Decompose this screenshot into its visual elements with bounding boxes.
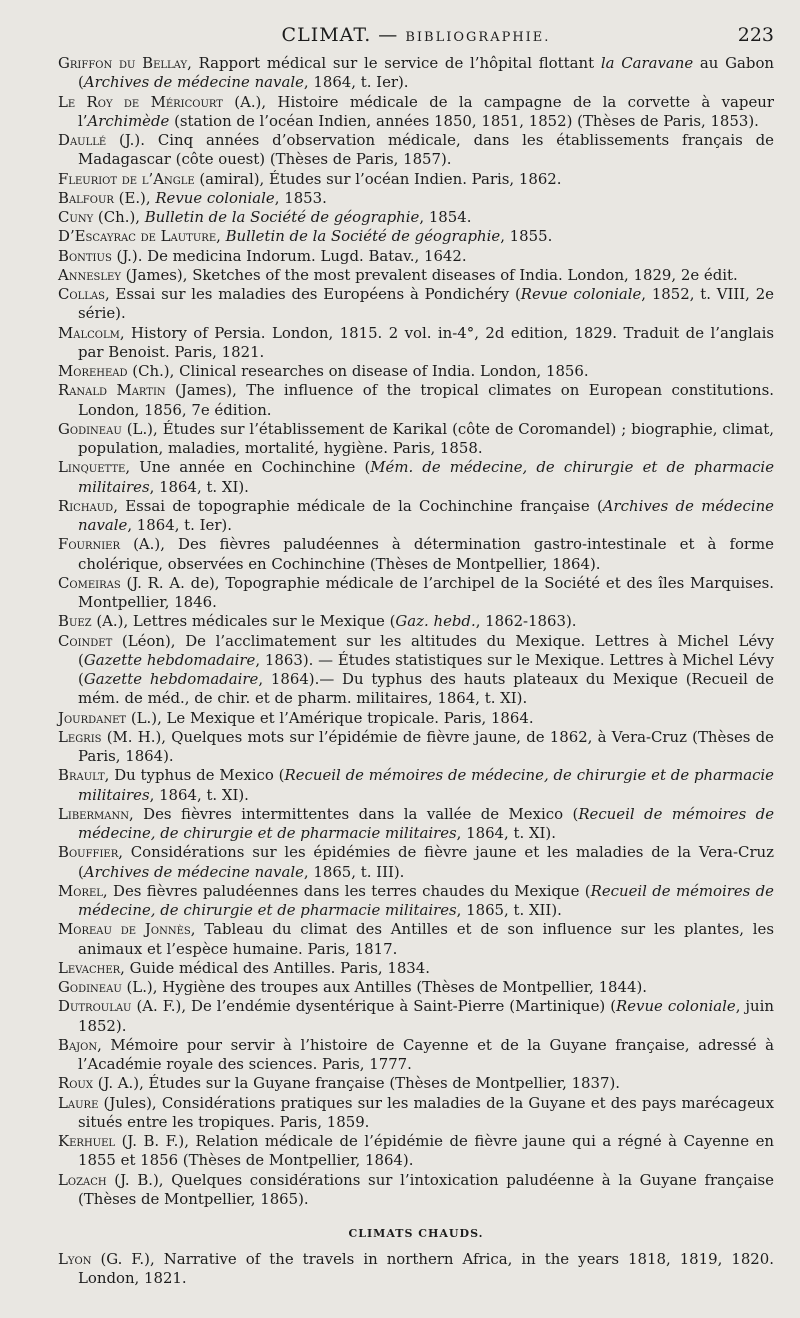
bibliography-entry: [58, 170, 774, 189]
entry-text: Du typhus de Mexico (: [109, 766, 285, 785]
entry-author: Levacher,: [58, 958, 125, 977]
bibliography-entry: [58, 1036, 774, 1075]
entry-text: Tableau du climat des Antilles et de son influence sur les plantes, les animaux et l’espèce humaine. Paris, 1817.: [78, 920, 775, 958]
entry-text: Rapport médical sur le service de l’hôpital flottant: [191, 54, 601, 72]
entry-text: , 1865, t. XII).: [456, 901, 562, 919]
entry-author: Libermann,: [58, 804, 134, 823]
entry-author: Laure: [58, 1093, 99, 1112]
bibliography-entry: [58, 882, 774, 921]
entry-text: (Léon), De l’acclimatement sur les altitudes du Mexique. Lettres à Michel Lévy (: [78, 631, 774, 669]
bibliography-entry: [58, 1250, 774, 1289]
entry-author: Kerhuel: [58, 1132, 116, 1150]
entry-text: (J. R. A. de), Topographie médicale de l’archipel de la Société et des îles Marquises. Montpellier, 1846.: [78, 573, 774, 611]
bibliography-entry: [58, 612, 774, 631]
entry-text: , 1864, t. XI).: [149, 785, 249, 804]
entry-text: , 1862-1863).: [475, 612, 577, 631]
bibliography-entry: [58, 324, 774, 363]
entry-italic-title: Bulletin de la Société de géographie: [144, 208, 420, 226]
entry-italic-title: Archimède: [87, 111, 170, 130]
chapter-title: CLIMAT.: [281, 24, 372, 46]
entry-text: au Gabon (: [78, 54, 774, 92]
entry-text: , 1864, t. Ier).: [127, 516, 232, 534]
entry-text: , juin 1852).: [78, 997, 774, 1035]
entry-italic-title: Revue coloniale: [520, 285, 642, 303]
entry-text: Des fièvres paludéennes dans les terres chaudes du Mexique (: [107, 881, 591, 900]
entry-italic-title: Revue coloniale: [616, 997, 736, 1016]
entry-author: Godineau: [58, 419, 122, 438]
entry-text: , 1852, t. VIII, 2e série).: [78, 285, 774, 323]
entry-text: (A.), Lettres médicales sur le Mexique (: [91, 612, 396, 631]
entry-italic-title: Recueil de mémoires de médecine, de chirurgie et de pharmacie militaires: [78, 804, 775, 842]
entry-text: (J. B.), Quelques considérations sur l’intoxication paludéenne à la Guyane française (Thèses de Montpellier, 1865).: [78, 1170, 774, 1208]
entry-text: Une année en Cochinchine (: [130, 458, 371, 477]
bibliography-entry: [58, 362, 774, 381]
entry-italic-title: Archives de médecine navale: [83, 73, 304, 92]
entry-text: (amiral), Études sur l’océan Indien. Paris, 1862.: [194, 169, 562, 188]
entry-author: Bontius: [58, 246, 112, 265]
entry-text: (James), Sketches of the most prevalent diseases of India. London, 1829, 2e édit.: [120, 265, 738, 284]
entry-text: (E.),: [113, 188, 156, 207]
entry-author: Fournier: [58, 535, 121, 554]
entry-author: Morel,: [58, 881, 108, 900]
entry-text: Guide médical des Antilles. Paris, 1834.: [124, 958, 430, 977]
entry-text: (Jules), Considérations pratiques sur les maladies de la Guyane et des pays marécageux situés entre les tropiques. Paris, 1859.: [78, 1093, 774, 1131]
entry-author: Lyon: [58, 1250, 92, 1268]
entry-italic-title: la Caravane: [600, 54, 694, 72]
bibliography-entry: [58, 959, 774, 978]
entry-text: Essai de topographie médicale de la Cochinchine française (: [117, 496, 603, 515]
bibliography-entry: [58, 728, 774, 767]
title-dash: —: [371, 24, 406, 46]
entry-italic-title: Recueil de mémoires de médecine, de chirurgie et de pharmacie militaires: [78, 766, 774, 804]
bibliography-entry: [58, 574, 774, 613]
entry-author: Bouffier,: [58, 843, 123, 862]
bibliography-entry: [58, 920, 774, 959]
entry-author: Cuny: [58, 208, 94, 226]
section-heading: CLIMATS CHAUDS.: [348, 1227, 484, 1240]
bibliography-entry: [58, 497, 774, 536]
entry-author: Daullé: [58, 131, 107, 149]
bibliography-entry: [58, 805, 774, 844]
entry-text: (station de l’océan Indien, années 1850, 1851, 1852) (Thèses de Paris, 1853).: [169, 111, 759, 130]
entry-text: (A.), Des fièvres paludéennes à détermination gastro-intestinale et à forme cholérique, observées en Cochinchine (Thèses de Montpellier, 1864).: [78, 535, 774, 573]
entry-author: Godineau: [58, 978, 122, 996]
entry-author: Lozach: [58, 1170, 107, 1189]
page-number: 223: [737, 24, 774, 46]
entry-text: (James), The influence of the tropical climates on European constitutions. London, 1856, 7e édition.: [78, 381, 774, 419]
entry-author: Roux: [58, 1074, 93, 1093]
entry-author: Bajon,: [58, 1035, 102, 1054]
running-title: [58, 24, 774, 46]
bibliography-entry: [58, 535, 774, 574]
entry-author: Le Roy de Méricourt: [58, 92, 223, 111]
entry-text: (A.), Histoire médicale de la campagne de la corvette à vapeur l’: [78, 92, 774, 130]
entry-text: , 1863). — Études statistiques sur le Mexique. Lettres à Michel Lévy (: [78, 650, 774, 688]
entry-author: Richaud,: [58, 496, 118, 515]
entry-text: , 1865, t. III).: [303, 862, 405, 881]
bibliography-entry: [58, 458, 774, 497]
bibliography-entry: [58, 189, 774, 208]
entry-text: Essai sur les maladies des Européens à Pondichéry (: [109, 285, 521, 303]
entry-author: Legris: [58, 727, 102, 746]
entry-text: (A. F.), De l’endémie dysentérique à Saint-Pierre (Martinique) (: [131, 997, 617, 1016]
entry-text: , 1855.: [500, 227, 553, 246]
entry-italic-title: Archives de médecine navale: [83, 862, 304, 881]
entry-author: Fleuriot de l’Angle: [58, 169, 195, 188]
bibliography-entry: [58, 709, 774, 728]
entry-italic-title: Archives de médecine navale: [78, 496, 774, 534]
entry-author: Morehead: [58, 362, 128, 380]
entry-author: Balfour: [58, 188, 114, 207]
section-subtitle: BIBLIOGRAPHIE.: [405, 30, 551, 45]
running-header: [58, 22, 774, 54]
entry-text: , 1864, t. XI).: [149, 477, 249, 496]
bibliography-entry: [58, 227, 774, 246]
bibliography-entry: [58, 208, 774, 227]
bibliography-entry: [58, 1132, 774, 1171]
entry-text: (L.), Études sur l’établissement de Karikal (côte de Coromandel) ; biographie, climat, population, maladies, mortalité, hygiène. Paris, 1858.: [78, 419, 774, 457]
bibliography-entry: [58, 131, 774, 170]
entry-italic-title: Bulletin de la Société de géographie: [225, 227, 501, 246]
entry-text: (L.), Hygiène des troupes aux Antilles (Thèses de Montpellier, 1844).: [121, 978, 648, 996]
bibliography-entry: [58, 766, 774, 805]
bibliography-entry: [58, 285, 774, 324]
bibliography-entry: [58, 247, 774, 266]
bibliography-entry: [58, 1171, 774, 1210]
bibliography-entry: [58, 93, 774, 132]
entry-text: , 1864, t. XI).: [456, 824, 556, 842]
entry-text: (J.). Cinq années d’observation médicale, dans les établissements français de Madagascar (côte ouest) (Thèses de Paris, 1857).: [78, 131, 774, 169]
entry-author: Brault,: [58, 766, 110, 785]
entry-text: (L.), Le Mexique et l’Amérique tropicale. Paris, 1864.: [126, 708, 534, 727]
entry-author: D’Escayrac de Lauture,: [58, 227, 221, 246]
entry-author: Collas,: [58, 285, 110, 303]
bibliography-list: [58, 54, 774, 1209]
entry-text: , 1853.: [274, 188, 327, 207]
entry-text: (J. A.), Études sur la Guyane française (Thèses de Montpellier, 1837).: [92, 1074, 621, 1093]
entry-author: Annesley: [58, 265, 121, 284]
entry-italic-title: Gaz. hebd.: [395, 612, 476, 631]
entry-text: (J. B. F.), Relation médicale de l’épidémie de fièvre jaune qui a régné à Cayenne en 1855 et 1856 (Thèses de Montpellier, 1864).: [78, 1132, 774, 1170]
entry-italic-title: Mém. de médecine, de chirurgie et de pharmacie militaires: [78, 458, 775, 496]
entry-text: , 1854.: [419, 208, 472, 226]
entry-text: (M. H.), Quelques mots sur l’épidémie de fièvre jaune, de 1862, à Vera-Cruz (Thèses de Paris, 1864).: [78, 727, 774, 765]
entry-text: , 1864, t. Ier).: [303, 73, 409, 92]
bibliography-entry: [58, 266, 774, 285]
bibliography-entry: [58, 843, 774, 882]
entry-italic-title: Gazette hebdomadaire: [83, 650, 256, 669]
entry-author: Griffon du Bellay,: [58, 54, 192, 72]
bibliography-entry: [58, 632, 774, 709]
entry-author: Dutroulau: [58, 997, 132, 1016]
bibliography-entry: [58, 1094, 774, 1133]
entry-text: (Ch.),: [93, 208, 145, 226]
entry-author: Jourdanet: [58, 708, 127, 727]
entry-text: Des fièvres intermittentes dans la vallée de Mexico (: [133, 804, 579, 823]
entry-text: (G. F.), Narrative of the travels in northern Africa, in the years 1818, 1819, 1820. London, 1821.: [78, 1250, 774, 1288]
bibliography-entry: [58, 1074, 774, 1093]
entry-author: Buez: [58, 612, 92, 631]
section-bibliography-list: [58, 1250, 774, 1289]
entry-author: Moreau de Jonnès,: [58, 920, 196, 939]
entry-text: (J.). De medicina Indorum. Lugd. Batav., 1642.: [111, 246, 467, 265]
bibliography-entry: [58, 54, 774, 93]
bibliography-entry: [58, 381, 774, 420]
entry-author: Ranald Martin: [58, 381, 166, 400]
entry-author: Coindet: [58, 631, 113, 650]
entry-text: Mémoire pour servir à l’histoire de Cayenne et de la Guyane française, adressé à l’Académie royale des sciences. Paris, 1777.: [78, 1035, 774, 1073]
entry-italic-title: Recueil de mémoires de médecine, de chirurgie et de pharmacie militaires: [78, 881, 774, 919]
entry-author: Linquette,: [58, 458, 131, 477]
entry-text: History of Persia. London, 1815. 2 vol. in-4°, 2d edition, 1829. Traduit de l’anglais par Benoist. Paris, 1821.: [78, 323, 774, 361]
bibliography-entry: [58, 997, 774, 1036]
entry-text: , 1864).— Du typhus des hauts plateaux du Mexique (Recueil de mém. de méd., de chir. et de pharm. militaires, 1864, t. XI).: [78, 670, 774, 708]
entry-text: Considérations sur les épidémies de fièvre jaune et les maladies de la Vera-Cruz (: [78, 843, 774, 881]
entry-text: (Ch.), Clinical researches on disease of India. London, 1856.: [127, 362, 589, 380]
entry-author: Malcolm,: [58, 323, 125, 342]
entry-italic-title: Revue coloniale: [155, 188, 275, 207]
bibliography-entry: [58, 978, 774, 997]
entry-author: Comeiras: [58, 573, 121, 592]
entry-italic-title: Gazette hebdomadaire: [83, 670, 259, 688]
bibliography-entry: [58, 420, 774, 459]
